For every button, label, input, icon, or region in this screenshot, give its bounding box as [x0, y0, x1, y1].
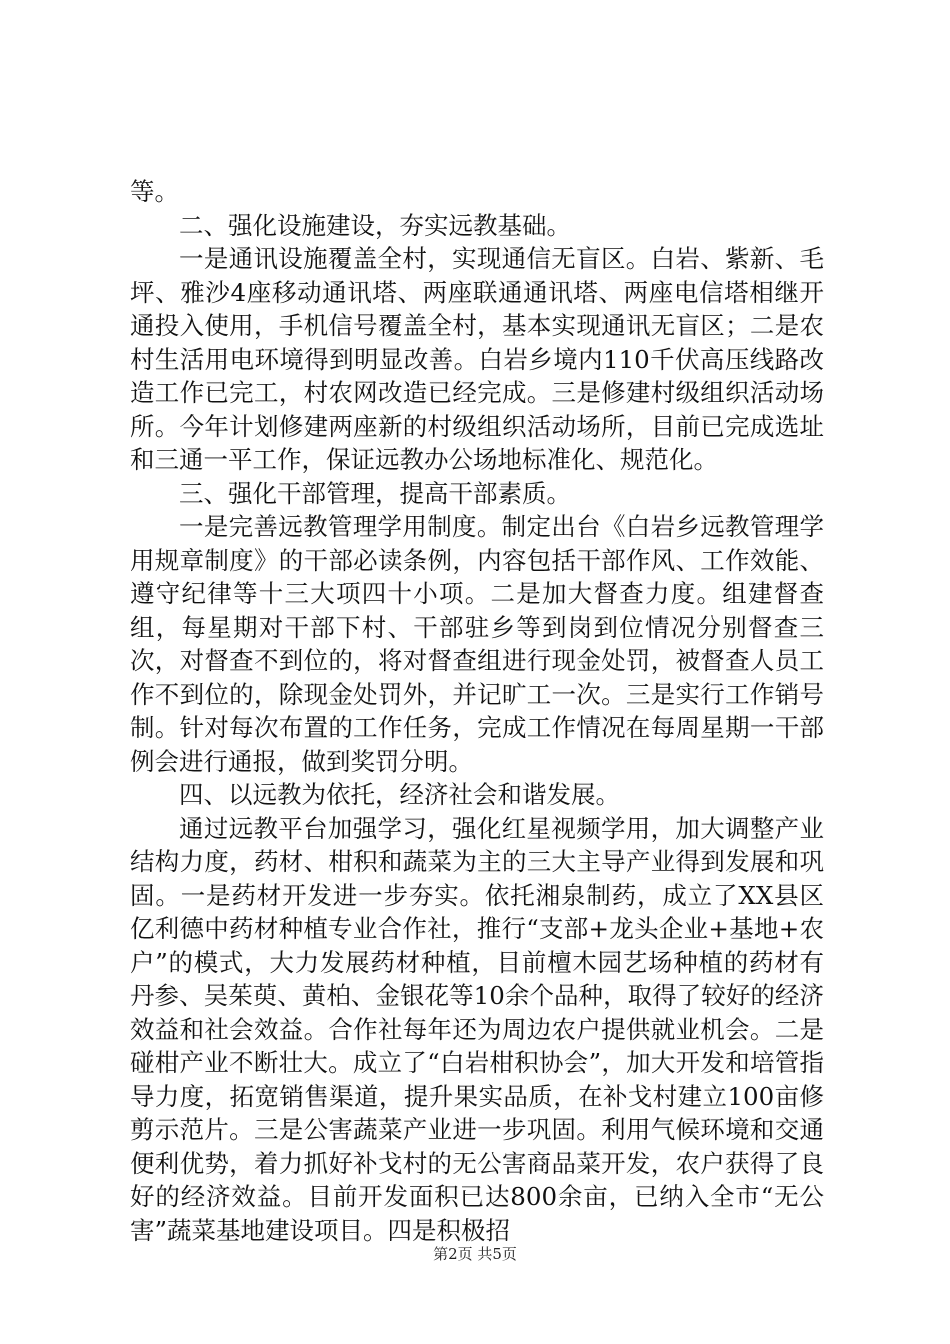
document-body [130, 175, 824, 1247]
paragraph-infrastructure: 一是通讯设施覆盖全村，实现通信无盲区。白岩、紫新、毛坪、雅沙4座移动通讯塔、两座联通通讯塔、两座电信塔相继开通投入使用，手机信号覆盖全村，基本实现通讯无盲区；二是农村生活用电环境得到明显改善。白岩乡境内110千伏高压线路改造工作已完工，村农网改造已经完成。三是修建村级组织活动场所。今年计划修建两座新的村级组织活动场所，目前已完成选址和三通一平工作，保证远教办公场地标准化、规范化。 [130, 244, 824, 474]
paragraph-continuation: 等。 [130, 177, 179, 206]
paragraph-cadre-management: 一是完善远教管理学用制度。制定出台《白岩乡远教管理学用规章制度》的干部必读条例，内容包括干部作风、工作效能、遵守纪律等十三大项四十小项。二是加大督查力度。组建督查组，每星期对干部下村、干部驻乡等到岗到位情况分别督查三次，对督查不到位的，将对督查组进行现金处罚，被督查人员工作不到位的，除现金处罚外，并记旷工一次。三是实行工作销号制。针对每次布置的工作任务，完成工作情况在每周星期一干部例会进行通报，做到奖罚分明。 [130, 512, 824, 776]
page-number-footer: 第2页 共5页 [433, 1245, 517, 1263]
paragraph-economic-development: 通过远教平台加强学习，强化红星视频学用，加大调整产业结构力度，药材、柑积和蔬菜为主的三大主导产业得到发展和巩固。一是药材开发进一步夯实。依托湘泉制药，成立了XX县区亿利德中药材种植专业合作社，推行“支部+龙头企业+基地+农户”的模式，大力发展药材种植，目前檀木园艺场种植的药材有丹参、吴茱萸、黄柏、金银花等10余个品种，取得了较好的经济效益和社会效益。合作社每年还为周边农户提供就业机会。二是碰柑产业不断壮大。成立了“白岩柑积协会”，加大开发和培管指导力度，拓宽销售渠道，提升果实品质，在补戈村建立100亩修剪示范片。三是公害蔬菜产业进一步巩固。利用气候环境和交通便利优势，着力抓好补戈村的无公害商品菜开发，农户获得了良好的经济效益。目前开发面积已达800余亩，已纳入全市“无公害”蔬菜基地建设项目。四是积极招 [130, 813, 824, 1245]
section-heading-3: 三、强化干部管理，提高干部素质。 [179, 478, 571, 508]
section-heading-2: 二、强化设施建设，夯实远教基础。 [179, 210, 571, 240]
section-heading-4: 四、以远教为依托，经济社会和谐发展。 [179, 780, 620, 809]
